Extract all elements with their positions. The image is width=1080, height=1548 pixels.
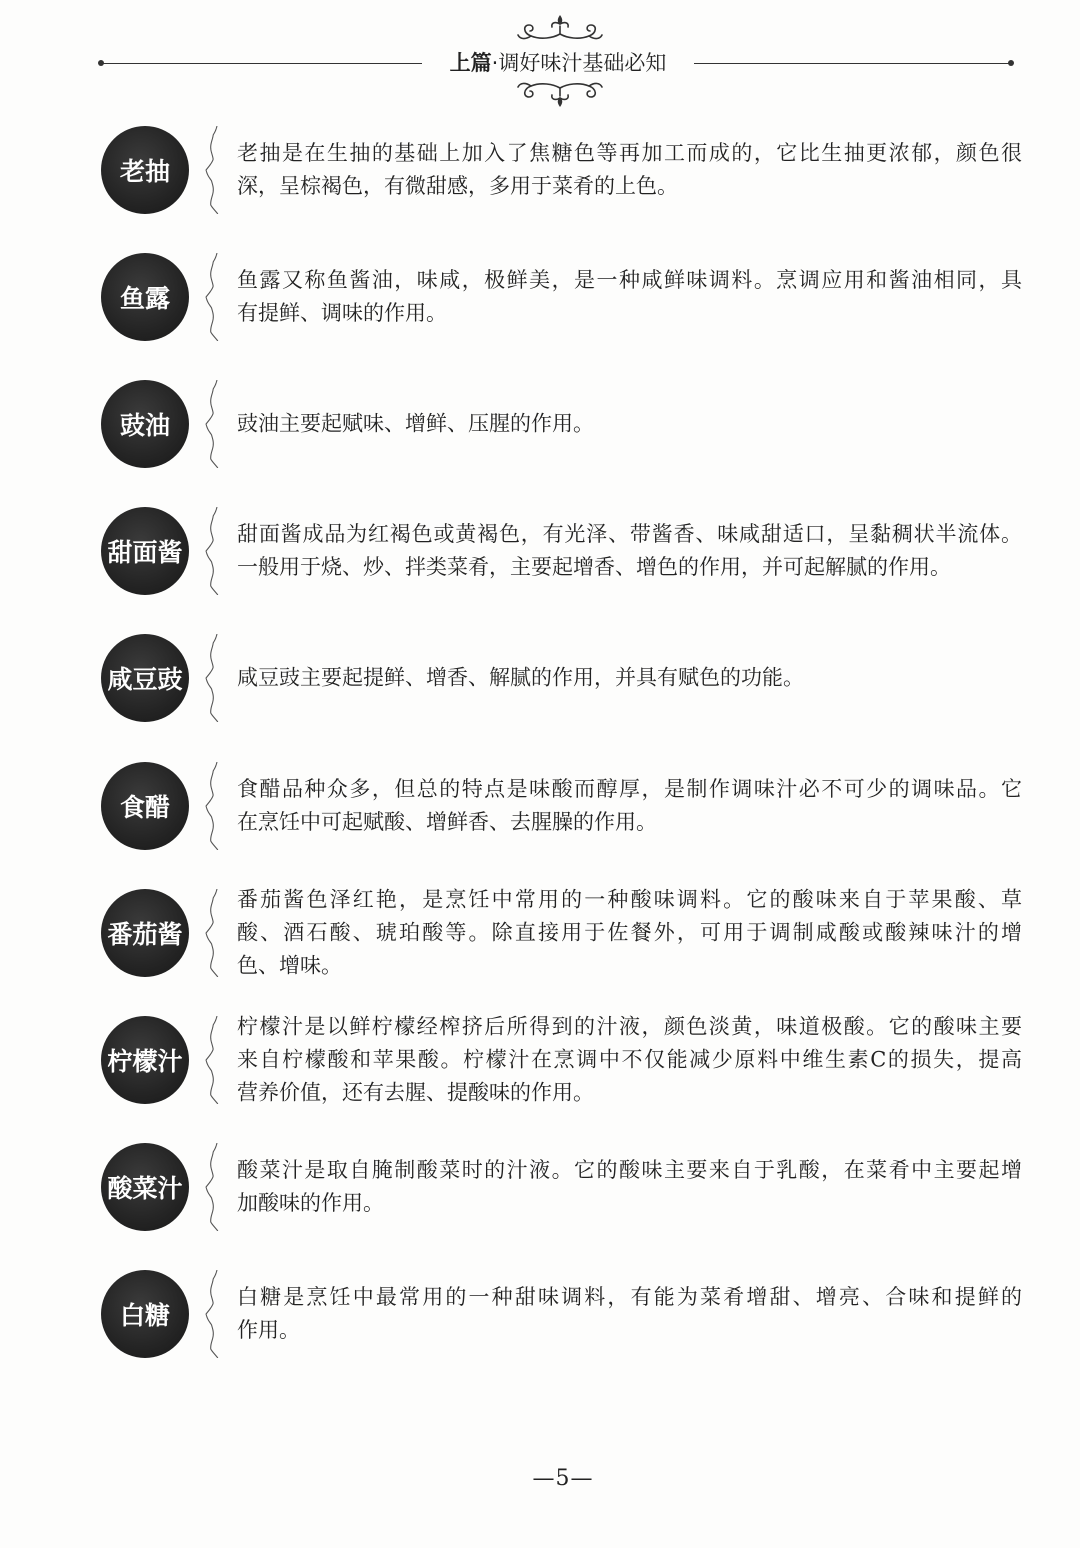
running-header <box>422 49 694 77</box>
description-line: 咸豆豉主要起提鲜、增香、解腻的作用，并具有赋色的功能。 <box>237 665 804 690</box>
description-line: 食醋品种众多，但总的特点是味酸而醇厚，是制作调味汁必不可少的调味品。它 <box>237 776 1022 801</box>
header-ornament-top-icon <box>515 12 605 44</box>
term-label: 番茄酱 <box>107 919 183 949</box>
seasoning-entry <box>0 1251 1080 1378</box>
description-line: 深，呈棕褐色，有微甜感，多用于菜肴的上色。 <box>237 173 678 198</box>
term-label: 白糖 <box>119 1301 170 1331</box>
header-title-text: 调好味汁基础必知 <box>498 51 667 75</box>
description-line: 柠檬汁是以鲜柠檬经榨挤后所得到的汁液，颜色淡黄，味道极酸。它的酸味主要 <box>237 1014 1022 1039</box>
description-line: 作用。 <box>237 1318 300 1343</box>
description-line: 豉油主要起赋味、增鲜、压腥的作用。 <box>237 411 594 436</box>
description-line: 一般用于烧、炒、拌类菜肴，主要起增香、增色的作用，并可起解腻的作用。 <box>237 555 951 580</box>
entry-description <box>237 518 1022 584</box>
description-line: 老抽是在生抽的基础上加入了焦糖色等再加工而成的，它比生抽更浓郁，颜色很 <box>237 140 1022 165</box>
seasoning-entry <box>0 233 1080 360</box>
seasoning-entry-list <box>0 106 1080 1378</box>
header-separator: · <box>491 51 499 75</box>
entry-description <box>237 1154 1022 1220</box>
term-badge <box>101 1143 189 1231</box>
term-label: 咸豆豉 <box>107 665 183 695</box>
entry-description <box>237 264 1022 330</box>
term-badge <box>101 889 189 977</box>
term-label: 鱼露 <box>119 283 170 313</box>
header-rule-left <box>102 63 422 64</box>
wavy-brace-icon <box>204 762 220 850</box>
term-label: 豉油 <box>119 410 170 440</box>
term-badge <box>101 634 189 722</box>
term-label: 食醋 <box>119 792 170 822</box>
description-line: 酸菜汁是取自腌制酸菜时的汁液。它的酸味主要来自于乳酸，在菜肴中主要起增 <box>237 1158 1022 1183</box>
seasoning-entry <box>0 360 1080 487</box>
term-label: 老抽 <box>119 156 170 186</box>
wavy-brace-icon <box>204 1270 220 1358</box>
seasoning-entry <box>0 106 1080 233</box>
header-part: 上篇 <box>449 51 492 75</box>
seasoning-entry <box>0 869 1080 996</box>
description-line: 酸、酒石酸、琥珀酸等。除直接用于佐餐外，可用于调制咸酸或酸辣味汁的增 <box>237 920 1022 945</box>
entry-description <box>237 662 1022 695</box>
entry-description <box>237 407 1022 440</box>
page-number: —5— <box>532 1466 594 1491</box>
term-label: 酸菜汁 <box>107 1174 183 1204</box>
term-badge <box>101 1016 189 1104</box>
wavy-brace-icon <box>204 380 220 468</box>
term-badge <box>101 380 189 468</box>
term-badge <box>101 507 189 595</box>
wavy-brace-icon <box>204 1016 220 1104</box>
wavy-brace-icon <box>204 126 220 214</box>
description-line: 白糖是烹饪中最常用的一种甜味调料，有能为菜肴增甜、增亮、合味和提鲜的 <box>237 1285 1022 1310</box>
term-badge <box>101 762 189 850</box>
entry-description <box>237 883 1022 982</box>
seasoning-entry <box>0 742 1080 869</box>
description-line: 在烹饪中可起赋酸、增鲜香、去腥臊的作用。 <box>237 809 657 834</box>
wavy-brace-icon <box>204 507 220 595</box>
seasoning-entry <box>0 1124 1080 1251</box>
term-label: 甜面酱 <box>107 538 183 568</box>
description-line: 鱼露又称鱼酱油，味咸，极鲜美，是一种咸鲜味调料。烹调应用和酱油相同，具 <box>237 267 1022 292</box>
term-label: 柠檬汁 <box>107 1046 183 1076</box>
description-line: 营养价值，还有去腥、提酸味的作用。 <box>237 1080 594 1105</box>
description-line: 色、增味。 <box>237 953 342 978</box>
header-rule-right <box>694 63 1010 64</box>
entry-description <box>237 1010 1022 1109</box>
entry-description <box>237 1281 1022 1347</box>
seasoning-entry <box>0 488 1080 615</box>
description-line: 加酸味的作用。 <box>237 1191 384 1216</box>
wavy-brace-icon <box>204 634 220 722</box>
entry-description <box>237 137 1022 203</box>
header-rule-dot-right <box>1008 60 1014 66</box>
wavy-brace-icon <box>204 1143 220 1231</box>
seasoning-entry <box>0 615 1080 742</box>
description-line: 甜面酱成品为红褐色或黄褐色，有光泽、带酱香、味咸甜适口，呈黏稠状半流体。 <box>237 522 1022 547</box>
term-badge <box>101 126 189 214</box>
term-badge <box>101 253 189 341</box>
description-line: 有提鲜、调味的作用。 <box>237 300 447 325</box>
term-badge <box>101 1270 189 1358</box>
seasoning-entry <box>0 996 1080 1123</box>
description-line: 来自柠檬酸和苹果酸。柠檬汁在烹调中不仅能减少原料中维生素C的损失，提高 <box>237 1047 1022 1072</box>
wavy-brace-icon <box>204 253 220 341</box>
wavy-brace-icon <box>204 889 220 977</box>
entry-description <box>237 773 1022 839</box>
description-line: 番茄酱色泽红艳，是烹饪中常用的一种酸味调料。它的酸味来自于苹果酸、草 <box>237 887 1022 912</box>
